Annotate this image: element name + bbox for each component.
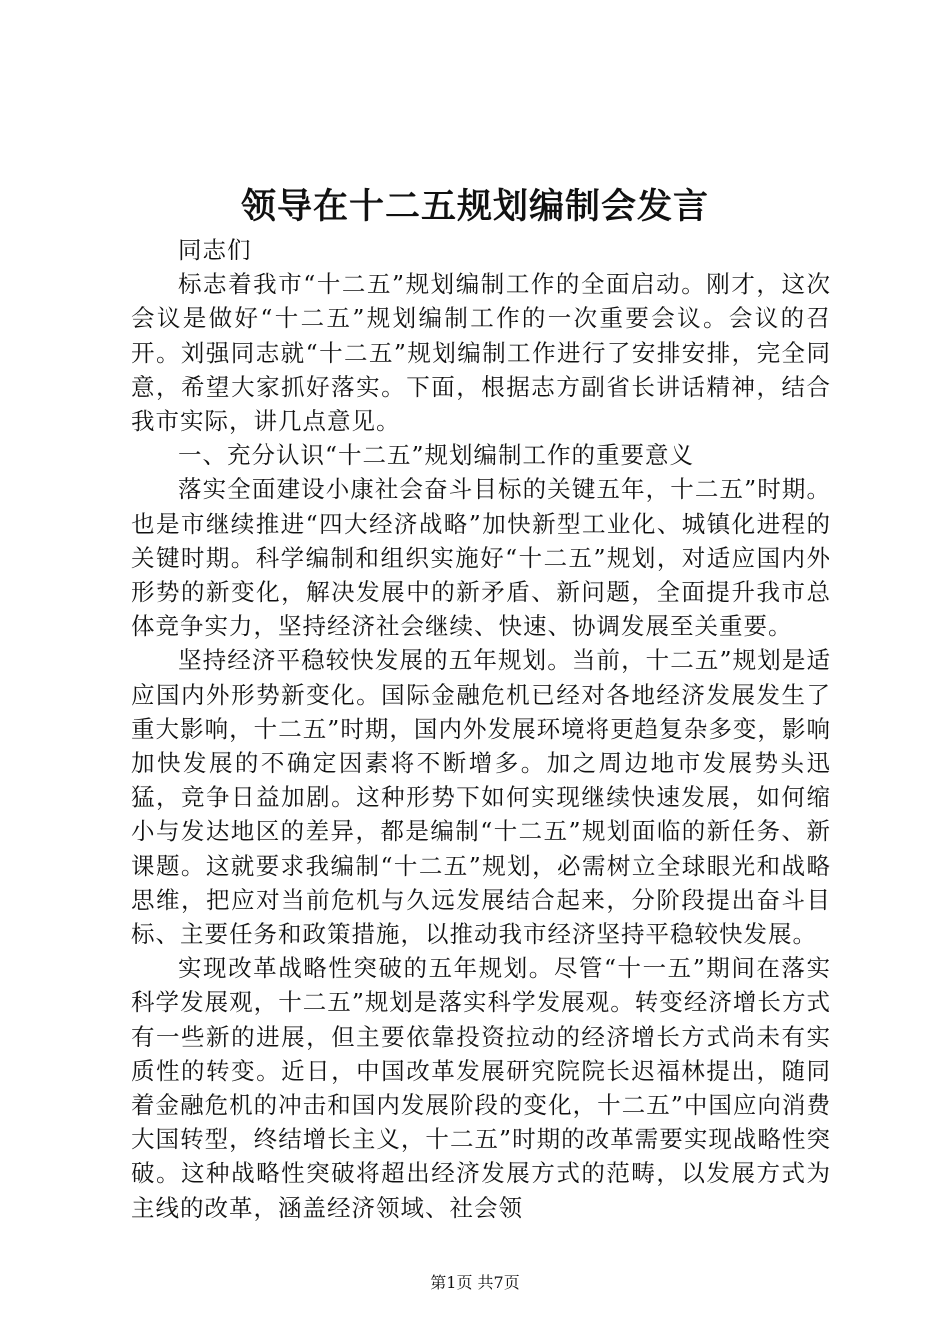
paragraph-stable-growth: 坚持经济平稳较快发展的五年规划。当前，十二五”规划是适应国内外形势新变化。国际金融危机已经对各地经济发展发生了重大影响，十二五”时期，国内外发展环境将更趋复杂多变，影响加快发展的不确定因素将不断增多。加之周边地市发展势头迅猛，竞争日益加剧。这种形势下如何实现继续快速发展，如何缩小与发达地区的差异，都是编制“十二五”规划面临的新任务、新课题。这就要求我编制“十二五”规划，必需树立全球眼光和战略思维，把应对当前危机与久远发展结合起来，分阶段提出奋斗目标、主要任务和政策措施，以推动我市经济坚持平稳较快发展。	[131, 646, 831, 949]
salutation: 同志们	[178, 236, 252, 264]
document-title: 领导在十二五规划编制会发言	[240, 186, 709, 227]
paragraph-reform-breakthrough: 实现改革战略性突破的五年规划。尽管“十一五”期间在落实科学发展观，十二五”规划是落实科学发展观。转变经济增长方式有一些新的进展，但主要依靠投资拉动的经济增长方式尚未有实质性的转变。近日，中国改革发展研究院院长迟福林提出，随同着金融危机的冲击和国内发展阶段的变化，十二五”中国应向消费大国转型，终结增长主义，十二五”时期的改革需要实现战略性突破。这种战略性突破将超出经济发展方式的范畴，以发展方式为主线的改革，涵盖经济领域、社会领	[131, 954, 831, 1222]
section-heading: 一、充分认识“十二五”规划编制工作的重要意义	[178, 441, 695, 470]
paragraph-opening: 标志着我市“十二五”规划编制工作的全面启动。刚才，这次会议是做好“十二五”规划编制工作的一次重要会议。会议的召开。刘强同志就“十二五”规划编制工作进行了安排安排，完全同意，希望大家抓好落实。下面，根据志方副省长讲话精神，结合我市实际，讲几点意见。	[131, 270, 831, 436]
paragraph-key-period: 落实全面建设小康社会奋斗目标的关键五年，十二五”时期。也是市继续推进“四大经济战略”加快新型工业化、城镇化进程的关键时期。科学编制和组织实施好“十二五”规划，对适应国内外形势的新变化，解决发展中的新矛盾、新问题，全面提升我市总体竞争实力，坚持经济社会继续、快速、协调发展至关重要。	[131, 475, 831, 641]
document-body	[131, 233, 831, 1225]
page-footer: 第1页 共7页	[430, 1273, 520, 1292]
